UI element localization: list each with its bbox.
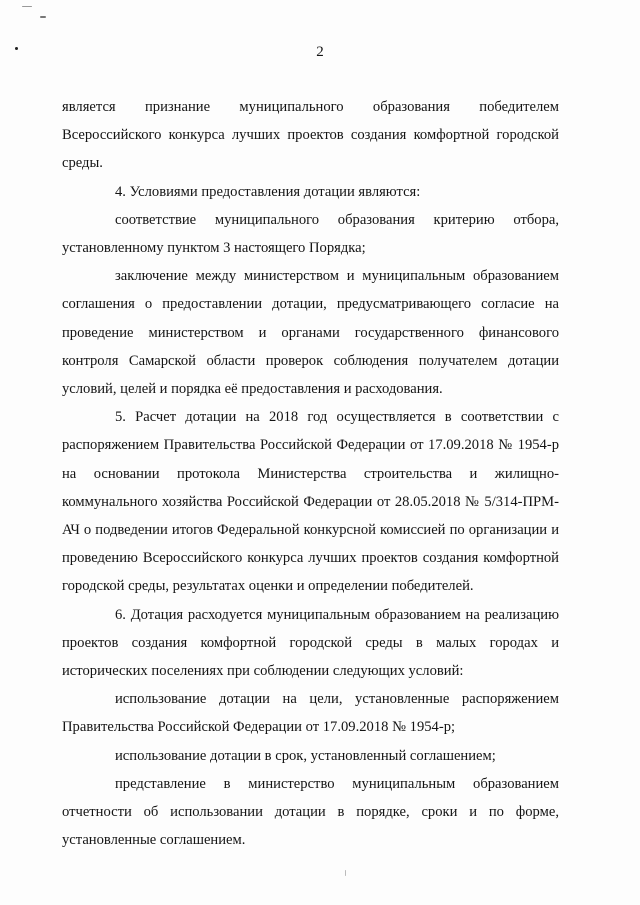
paragraph-condition-agreement: заключение между министерством и муниципальным образованием соглашения о предоставлении дотации, предусматривающего согласие на проведение министерством и органами государственного финансового контроля Самарской области проверок соблюдения получателем дотации условий, целей и порядка её предоставления и расходования. <box>62 268 559 398</box>
paragraph-clause-5: 5. Расчет дотации на 2018 год осуществляется в соответствии с распоряжением Правительства Российской Федерации от 17.09.2018 № 1954-р на основании протокола Министерства строительства и жилищно-коммунального хозяйства Российской Федерации от 28.05.2018 № 5/314-ПРМ-АЧ о подведении итогов Федеральной конкурсной комиссией по организации и проведению Всероссийского конкурса лучших проектов создания комфортной городской среды, результатах оценки и определении победителей. <box>62 409 559 595</box>
scan-artifact <box>22 6 32 7</box>
scan-artifact <box>40 16 46 18</box>
paragraph-condition-criteria: соответствие муниципального образования критерию отбора, установленному пунктом 3 настоящего Порядка; <box>62 211 559 257</box>
paragraph-usage-purpose: использование дотации на цели, установленные распоряжением Правительства Российской Федерации от 17.09.2018 № 1954-р; <box>62 691 559 736</box>
paragraph-continuation: является признание муниципального образования победителем Всероссийского конкурса лучших проектов создания комфортной городской среды. <box>62 99 559 172</box>
scan-artifact <box>345 870 346 876</box>
paragraph-clause-4: 4. Условиями предоставления дотации являются: <box>115 183 421 200</box>
document-body <box>62 93 559 854</box>
paragraph-clause-6: 6. Дотация расходуется муниципальным образованием на реализацию проектов создания комфортной городской среды в малых городах и исторических поселениях при соблюдении следующих условий: <box>62 606 559 680</box>
paragraph-reporting: представление в министерство муниципальным образованием отчетности об использовании дотации в порядке, сроки и по форме, установленные соглашением. <box>62 775 559 849</box>
paragraph-usage-term: использование дотации в срок, установленный соглашением; <box>115 747 496 764</box>
page-number: 2 <box>316 44 324 60</box>
